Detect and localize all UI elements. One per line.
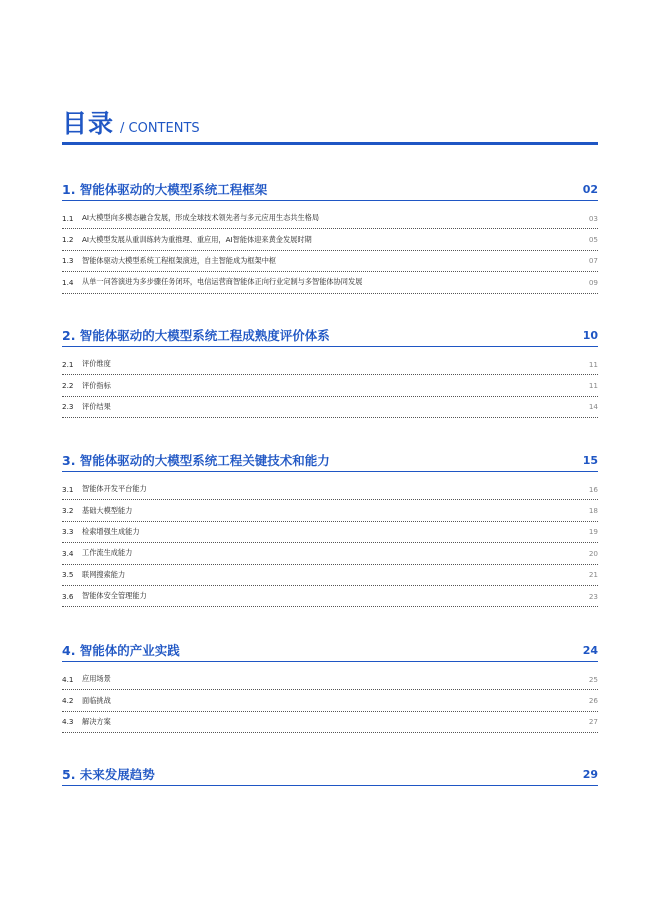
toc-section (62, 449, 598, 607)
entry-number: 1.4 (62, 277, 74, 287)
entry-title: 工作流生成能力 (82, 548, 133, 558)
entry-number: 1.1 (62, 213, 74, 223)
entry-number: 4.1 (62, 674, 74, 684)
entry-label-group (62, 402, 111, 412)
entry-label-group (62, 548, 132, 558)
entry-number: 3.2 (62, 506, 74, 516)
entry-number: 2.3 (62, 402, 74, 412)
entry-page-number: 03 (588, 213, 598, 223)
header-rule (62, 142, 598, 145)
entry-label-group (62, 674, 111, 684)
entry-title: 从单一问答演进为多步骤任务闭环，电信运营商智能体正向行业定制与多智能体协同发展 (82, 277, 363, 287)
toc-entry-link[interactable] (62, 272, 598, 293)
entry-page-number: 11 (588, 359, 598, 369)
entry-label-group (62, 591, 147, 601)
entry-title: 应用场景 (82, 674, 111, 684)
toc-entry-link[interactable] (62, 690, 598, 711)
entry-page-number: 27 (588, 717, 598, 727)
toc-title: 目录 (62, 109, 115, 138)
section-heading-link[interactable] (62, 324, 598, 347)
section-page-number: 24 (582, 643, 598, 657)
entry-number: 3.5 (62, 570, 74, 580)
entry-title: 智能体驱动大模型系统工程框架演进，自主智能成为框架中枢 (82, 255, 277, 265)
section-heading-link[interactable] (62, 639, 598, 662)
toc-entry-link[interactable] (62, 479, 598, 500)
entry-label-group (62, 277, 362, 287)
entry-number: 2.2 (62, 381, 74, 391)
entry-title: 检索增强生成能力 (82, 526, 140, 536)
entry-list (62, 208, 598, 294)
toc-header (62, 104, 598, 140)
entry-page-number: 07 (588, 256, 598, 266)
toc-entry-link[interactable] (62, 208, 598, 229)
entry-title: 基础大模型能力 (82, 505, 133, 515)
entry-title: 面临挑战 (82, 695, 111, 705)
entry-page-number: 20 (588, 548, 598, 558)
entry-number: 1.3 (62, 256, 74, 266)
entry-title: 评价指标 (82, 380, 111, 390)
entry-title: 联网搜索能力 (82, 569, 126, 579)
toc-entry-link[interactable] (62, 565, 598, 586)
toc-entry-link[interactable] (62, 229, 598, 250)
section-page-number: 29 (582, 767, 598, 781)
toc-section (62, 178, 598, 294)
entry-label-group (62, 256, 276, 266)
entry-label-group (62, 570, 125, 580)
entry-label-group (62, 717, 111, 727)
toc-entry-link[interactable] (62, 354, 598, 375)
entry-number: 4.2 (62, 696, 74, 706)
toc-entry-link[interactable] (62, 712, 598, 733)
toc-entry-link[interactable] (62, 375, 598, 396)
entry-list (62, 354, 598, 418)
entry-title: 解决方案 (82, 716, 111, 726)
entry-title: 评价结果 (82, 401, 111, 411)
entry-list (62, 669, 598, 733)
entry-number: 4.3 (62, 717, 74, 727)
entry-title: 智能体开发平台能力 (82, 484, 147, 494)
entry-label-group (62, 696, 111, 706)
entry-page-number: 14 (588, 402, 598, 412)
section-title: 2. 智能体驱动的大模型系统工程成熟度评价体系 (62, 328, 330, 343)
entry-label-group (62, 484, 147, 494)
entry-number: 3.1 (62, 484, 74, 494)
entry-page-number: 21 (588, 570, 598, 580)
toc-entry-link[interactable] (62, 522, 598, 543)
entry-label-group (62, 359, 111, 369)
section-page-number: 15 (582, 453, 598, 467)
section-title: 5. 未来发展趋势 (62, 767, 155, 782)
entry-page-number: 09 (588, 277, 598, 287)
entry-label-group (62, 213, 319, 223)
entry-page-number: 26 (588, 696, 598, 706)
toc-section (62, 763, 598, 786)
entry-title: 智能体安全管理能力 (82, 591, 147, 601)
entry-page-number: 23 (588, 591, 598, 601)
section-title: 1. 智能体驱动的大模型系统工程框架 (62, 182, 268, 197)
entry-number: 3.3 (62, 527, 74, 537)
entry-number: 3.4 (62, 548, 74, 558)
section-title: 4. 智能体的产业实践 (62, 643, 180, 658)
entry-page-number: 05 (588, 235, 598, 245)
entry-number: 1.2 (62, 235, 74, 245)
toc-entry-link[interactable] (62, 586, 598, 607)
section-page-number: 10 (582, 328, 598, 342)
entry-title: AI大模型发展从重训练转为重推理、重应用，AI智能体迎来黄金发展时期 (82, 234, 312, 244)
section-page-number: 02 (582, 182, 598, 196)
toc-entry-link[interactable] (62, 397, 598, 418)
toc-entry-link[interactable] (62, 500, 598, 521)
entry-page-number: 16 (588, 484, 598, 494)
section-heading-link[interactable] (62, 763, 598, 786)
entry-page-number: 11 (588, 381, 598, 391)
entry-page-number: 19 (588, 527, 598, 537)
toc-section (62, 324, 598, 418)
toc-subtitle: / CONTENTS (120, 121, 200, 136)
toc-entry-link[interactable] (62, 543, 598, 564)
entry-title: 评价维度 (82, 359, 111, 369)
toc-section (62, 639, 598, 733)
section-heading-link[interactable] (62, 449, 598, 472)
toc-entry-link[interactable] (62, 669, 598, 690)
entry-label-group (62, 235, 312, 245)
toc-entry-link[interactable] (62, 251, 598, 272)
entry-page-number: 18 (588, 506, 598, 516)
entry-title: AI大模型向多模态融合发展，形成全球技术领先者与多元应用生态共生格局 (82, 213, 320, 223)
entry-number: 2.1 (62, 359, 74, 369)
section-title: 3. 智能体驱动的大模型系统工程关键技术和能力 (62, 453, 330, 468)
entry-label-group (62, 527, 140, 537)
entry-label-group (62, 506, 132, 516)
entry-number: 3.6 (62, 591, 74, 601)
entry-list (62, 479, 598, 607)
entry-page-number: 25 (588, 674, 598, 684)
section-heading-link[interactable] (62, 178, 598, 201)
entry-label-group (62, 381, 111, 391)
